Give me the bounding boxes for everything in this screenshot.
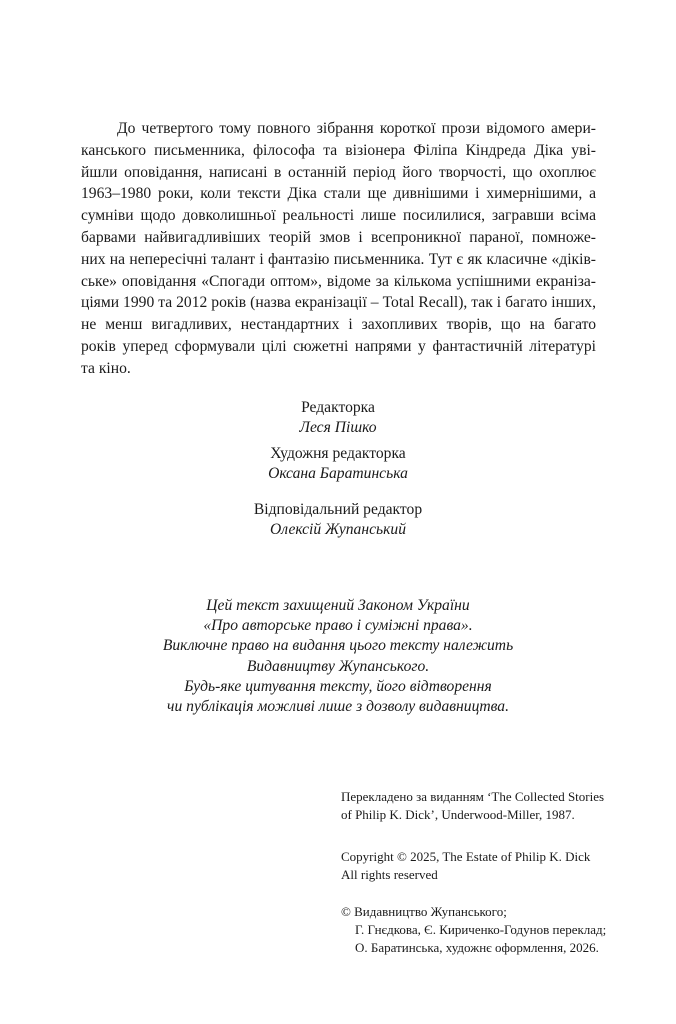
credit-role: Відповідальний редактор bbox=[253, 501, 423, 518]
notice-line: чи публікація можливі лише з дозволу видавництва. bbox=[167, 698, 509, 716]
translation-note-line: of Philip K. Dick’, Underwood-Miller, 1987. bbox=[341, 807, 575, 822]
abstract-line: канського письменника, філософа та візіонера Філіпа Кіндреда Діка уві- bbox=[81, 141, 596, 159]
abstract-line: років уперед сформували цілі сюжетні напрями у фантастичній літературі bbox=[81, 337, 596, 355]
abstract-line: барвами найвигадливіших теорій змов і всепроникної параної, помноже- bbox=[81, 228, 596, 246]
copyright-line: Copyright © 2025, The Estate of Philip K. Dick bbox=[341, 849, 591, 864]
copyright-statement bbox=[341, 848, 611, 884]
abstract-line: ське» оповідання «Спогади оптом», відоме за кількома успішними екраніза- bbox=[81, 272, 596, 290]
notice-line: Цей текст захищений Законом України bbox=[206, 597, 470, 614]
notice-line: Виключне право на видання цього тексту належить bbox=[162, 637, 514, 655]
copyright-line: All rights reserved bbox=[341, 867, 438, 882]
abstract-line: До четвертого тому повного зібрання короткої прози відомого амери- bbox=[117, 120, 596, 137]
notice-line: Будь-яке цитування тексту, його відтворення bbox=[184, 677, 492, 695]
copyright-notice bbox=[0, 596, 676, 717]
abstract-line: ціями 1990 та 2012 років (назва екранізації – Total Recall), так і багато інших, bbox=[81, 294, 596, 312]
abstract-line: сумніви щодо довколишньої реальності лише посилилися, загравши всіма bbox=[81, 207, 596, 225]
book-abstract bbox=[81, 118, 596, 380]
abstract-line: та кіно. bbox=[81, 359, 131, 377]
translation-note-line: Перекладено за виданням ‘The Collected Stories bbox=[341, 789, 605, 804]
credit-name: Леся Пішко bbox=[299, 419, 377, 436]
abstract-line: 1963–1980 роки, коли тексти Діка стали ще дивнішими і химернішими, а bbox=[81, 185, 596, 203]
notice-line: «Про авторське право і суміжні права». bbox=[203, 617, 473, 635]
translation-note bbox=[341, 788, 611, 824]
publisher-line: О. Баратинська, художнє оформлення, 2026. bbox=[355, 940, 599, 955]
notice-line: Видавництву Жупанського. bbox=[246, 657, 430, 675]
credit-role: Редакторка bbox=[301, 399, 375, 416]
credit-name: Олексій Жупанський bbox=[270, 521, 406, 538]
abstract-line: йшли оповідання, написані в останній період його творчості, що охоплює bbox=[81, 163, 596, 181]
credit-role: Художня редакторка bbox=[270, 445, 406, 462]
abstract-line: них на непересічні талант і фантазію письменника. Тут є як класичне «діків- bbox=[81, 250, 596, 268]
credit-editor bbox=[0, 398, 676, 438]
credit-art-editor bbox=[0, 444, 676, 484]
credit-responsible-editor bbox=[0, 500, 676, 540]
publisher-credits bbox=[341, 903, 611, 957]
abstract-line: не менш вигадливих, нестандартних і захопливих творів, що на багато bbox=[81, 316, 596, 334]
publisher-line: © Видавництво Жупанського; bbox=[341, 904, 507, 919]
publisher-line: Г. Гнєдкова, Є. Кириченко-Годунов переклад; bbox=[355, 922, 607, 937]
credit-name: Оксана Баратинська bbox=[268, 465, 408, 482]
